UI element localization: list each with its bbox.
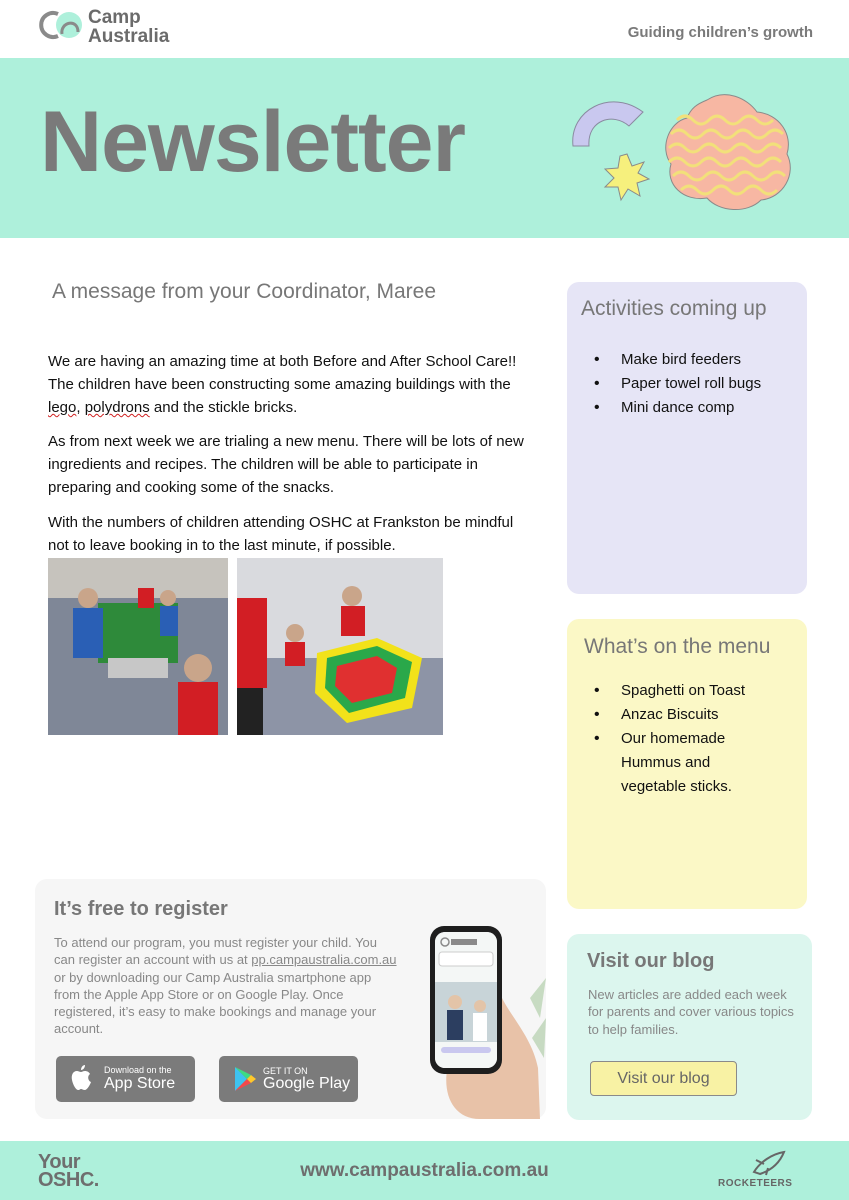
decorative-shapes xyxy=(565,90,800,215)
activities-box xyxy=(567,282,807,594)
phone-screen xyxy=(435,932,497,1068)
app-store-button[interactable] xyxy=(56,1056,195,1102)
blog-heading: Visit our blog xyxy=(587,950,715,972)
list-item: • Our homemade Hummus and vegetable sticks. xyxy=(594,727,741,799)
p1-text-c: and the stickle bricks. xyxy=(149,399,298,416)
menu-list xyxy=(594,679,794,799)
p1-text-a: We are having an amazing time at both Before and After School Care!! The children have been constructing some amazing buildings with the xyxy=(48,353,517,393)
app-store-small-text: Download on the xyxy=(104,1065,172,1075)
sun-burst-icon xyxy=(605,154,649,200)
p1-text-b: , xyxy=(76,399,85,416)
message-paragraph-3: With the numbers of children attending OSHC at Frankston be mindful not to leave booking in to the last minute, if possible. xyxy=(48,514,514,554)
apple-icon xyxy=(70,1065,92,1091)
message-paragraph-2: As from next week we are trialing a new menu. There will be lots of new ingredients and recipes. The children will be able to participate in preparing and cooking some of the snacks. xyxy=(48,433,524,496)
activities-list xyxy=(594,348,799,420)
register-text xyxy=(54,934,399,1038)
activities-heading: Activities coming up xyxy=(581,297,767,320)
wavy-blob-icon xyxy=(666,95,791,210)
footer-brand-line-1: Your xyxy=(38,1151,81,1173)
footer-brand-line-2: OSHC. xyxy=(38,1169,99,1191)
logo-line-1: Camp xyxy=(88,7,141,28)
logo-line-2: Australia xyxy=(88,26,170,47)
register-link[interactable]: pp.campaustralia.com.au xyxy=(251,952,397,968)
list-item: • Paper towel roll bugs xyxy=(594,372,799,396)
register-text-b: or by downloading our Camp Australia smartphone app from the Apple App Store or on Google Play. Once registered, it’s easy to make bookings and manage your account. xyxy=(54,969,377,1037)
camp-australia-logo xyxy=(32,8,84,42)
arc-shape-icon xyxy=(573,102,643,146)
register-heading: It’s free to register xyxy=(54,898,228,920)
blog-text: New articles are added each week for parents and cover various topics to help families. xyxy=(588,987,794,1037)
logo-mark-icon xyxy=(32,8,84,42)
google-play-big-text: Google Play xyxy=(263,1075,351,1092)
google-play-icon xyxy=(233,1066,257,1092)
photo-children-lego xyxy=(48,558,228,735)
message-paragraph-1 xyxy=(48,350,538,419)
app-store-big-text: App Store xyxy=(104,1075,176,1092)
rocketeers-logo-text: ROCKETEERS xyxy=(718,1178,793,1189)
list-item: • Mini dance comp xyxy=(594,396,799,420)
p1-polydrons: polydrons xyxy=(84,399,150,416)
banner-title: Newsletter xyxy=(40,94,465,190)
coordinator-message-heading: A message from your Coordinator, Maree xyxy=(52,280,437,303)
list-item: • Anzac Biscuits xyxy=(594,703,794,727)
footer-url[interactable]: www.campaustralia.com.au xyxy=(300,1160,549,1181)
visit-blog-button[interactable]: Visit our blog xyxy=(590,1061,737,1096)
p1-lego: lego xyxy=(48,399,77,416)
logo-wordmark xyxy=(88,8,169,46)
photo-children-polydrons xyxy=(237,558,443,735)
list-item: • Spaghetti on Toast xyxy=(594,679,794,703)
menu-heading: What’s on the menu xyxy=(584,635,771,658)
tagline: Guiding children’s growth xyxy=(627,24,813,41)
google-play-small-text: GET IT ON xyxy=(263,1066,308,1076)
list-item: • Make bird feeders xyxy=(594,348,799,372)
rocket-icon xyxy=(750,1150,788,1176)
register-text-a: To attend our program, you must register your child. You can register an account with us at xyxy=(54,935,378,968)
google-play-button[interactable] xyxy=(219,1056,358,1102)
